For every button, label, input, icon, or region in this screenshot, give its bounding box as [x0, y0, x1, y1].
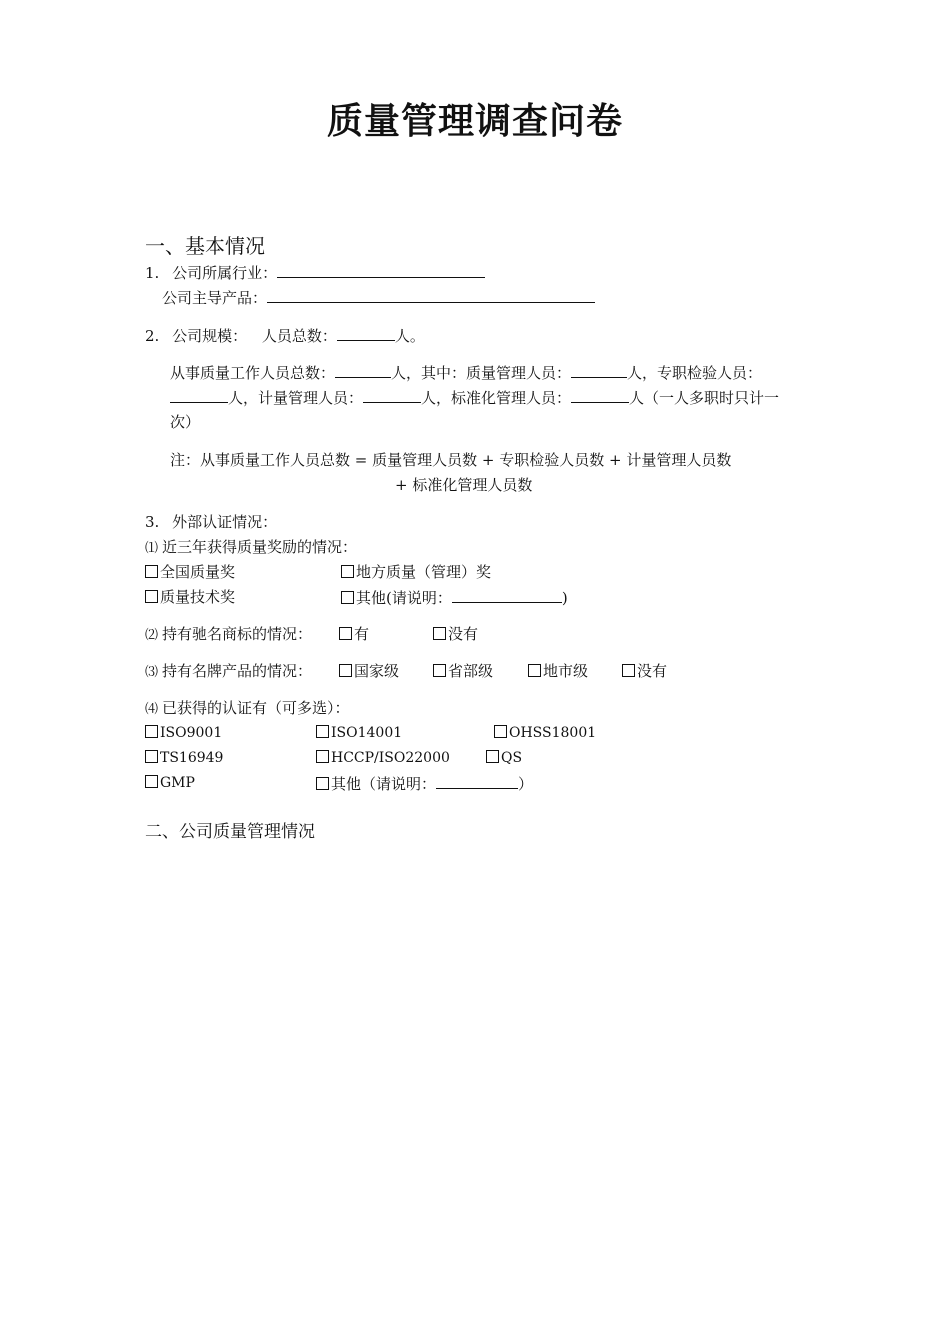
- metrology-unit: 人，标准化管理人员：: [421, 389, 572, 407]
- total-staff-unit: 人。: [394, 327, 425, 345]
- sub-number: ⑷: [145, 702, 159, 717]
- award-national-option[interactable]: [145, 562, 235, 582]
- product-field[interactable]: [267, 287, 595, 303]
- standardization-field[interactable]: [571, 387, 629, 403]
- cert-gmp-checkbox[interactable]: [145, 775, 158, 788]
- award-local-option[interactable]: [341, 562, 491, 582]
- certification-label: 外部认证情况：: [172, 513, 278, 531]
- cert-hccp-label: HCCP/ISO22000: [331, 750, 450, 766]
- brand-none-checkbox[interactable]: [622, 664, 635, 677]
- award-other-option[interactable]: [341, 587, 568, 608]
- scale-label: 公司规模：: [172, 327, 248, 345]
- inspector-field[interactable]: [170, 387, 228, 403]
- cert-iso14001-label: ISO14001: [331, 725, 403, 741]
- standardization-unit: 人（一人多职时只计一: [629, 389, 780, 407]
- brand-provincial-option[interactable]: [433, 661, 493, 681]
- question-1-industry: [145, 262, 485, 283]
- cert-hccp-option[interactable]: [316, 748, 450, 768]
- brand-none-option[interactable]: [622, 661, 667, 681]
- cert-other-option[interactable]: [316, 773, 533, 794]
- inspector-unit: 人，计量管理人员：: [228, 389, 364, 407]
- cert-other-field[interactable]: [436, 773, 518, 789]
- sub-question-1: [145, 537, 357, 559]
- page-title: 质量管理调查问卷: [326, 101, 623, 142]
- question-number: 2.: [145, 327, 160, 345]
- brand-provincial-label: 省部级: [448, 662, 494, 680]
- cert-gmp-option[interactable]: [145, 773, 195, 793]
- total-staff-field[interactable]: [337, 325, 395, 341]
- award-tech-option[interactable]: [145, 587, 235, 607]
- sub-number: ⑵: [145, 628, 159, 643]
- award-local-checkbox[interactable]: [341, 565, 354, 578]
- sub-number: ⑶: [145, 665, 159, 680]
- quality-staff-field[interactable]: [335, 362, 391, 378]
- trademark-no-label: 没有: [448, 625, 479, 643]
- total-staff-label: 人员总数：: [261, 327, 337, 345]
- quality-manager-unit: 人，专职检验人员：: [627, 364, 763, 382]
- award-local-label: 地方质量（管理）奖: [356, 563, 492, 581]
- brand-provincial-checkbox[interactable]: [433, 664, 446, 677]
- sub-question-label: 持有名牌产品的情况：: [162, 662, 313, 680]
- question-2-scale: [145, 325, 425, 346]
- trademark-yes-label: 有: [354, 625, 370, 643]
- trademark-yes-option[interactable]: [339, 624, 369, 644]
- cert-hccp-checkbox[interactable]: [316, 750, 329, 763]
- trademark-yes-checkbox[interactable]: [339, 627, 352, 640]
- cert-iso9001-option[interactable]: [145, 723, 222, 743]
- section-heading-quality-management: 二、公司质量管理情况: [145, 822, 315, 842]
- cert-ohss18001-label: OHSS18001: [509, 725, 597, 741]
- award-other-checkbox[interactable]: [341, 591, 354, 604]
- question-number: 1.: [145, 264, 160, 282]
- award-other-label: 其他(请说明：: [356, 589, 452, 607]
- sub-question-2: [145, 624, 312, 646]
- cert-qs-checkbox[interactable]: [486, 750, 499, 763]
- cert-other-close: ）: [518, 775, 534, 793]
- cert-iso14001-checkbox[interactable]: [316, 725, 329, 738]
- cert-iso9001-label: ISO9001: [160, 725, 223, 741]
- staff-breakdown-tail: 次）: [170, 413, 201, 431]
- brand-city-checkbox[interactable]: [528, 664, 541, 677]
- brand-national-checkbox[interactable]: [339, 664, 352, 677]
- sub-question-3: [145, 661, 312, 683]
- sub-question-label: 已获得的认证有（可多选）：: [162, 699, 350, 717]
- award-tech-label: 质量技术奖: [160, 588, 236, 606]
- staff-breakdown-line: [170, 387, 779, 408]
- industry-label: 公司所属行业：: [172, 264, 278, 282]
- cert-iso9001-checkbox[interactable]: [145, 725, 158, 738]
- cert-ohss18001-checkbox[interactable]: [494, 725, 507, 738]
- brand-city-option[interactable]: [528, 661, 588, 681]
- brand-none-label: 没有: [637, 662, 668, 680]
- sub-question-label: 近三年获得质量奖励的情况：: [162, 538, 358, 556]
- brand-national-option[interactable]: [339, 661, 399, 681]
- sub-number: ⑴: [145, 541, 159, 556]
- award-other-close: ): [561, 589, 568, 607]
- quality-staff-unit: 人，其中：质量管理人员：: [391, 364, 572, 382]
- award-national-checkbox[interactable]: [145, 565, 158, 578]
- award-tech-checkbox[interactable]: [145, 590, 158, 603]
- cert-gmp-label: GMP: [160, 775, 195, 791]
- section-heading-basic: 一、基本情况: [145, 234, 265, 258]
- cert-ts16949-label: TS16949: [160, 750, 224, 766]
- cert-ts16949-checkbox[interactable]: [145, 750, 158, 763]
- cert-iso14001-option[interactable]: [316, 723, 402, 743]
- note-line-1: 注：从事质量工作人员总数 = 质量管理人员数 + 专职检验人员数 + 计量管理人员数: [170, 451, 732, 469]
- question-number: 3.: [145, 513, 160, 531]
- award-national-label: 全国质量奖: [160, 563, 236, 581]
- cert-qs-label: QS: [501, 750, 523, 766]
- note-line-2: + 标准化管理人员数: [395, 476, 533, 494]
- trademark-no-option[interactable]: [433, 624, 478, 644]
- metrology-field[interactable]: [363, 387, 421, 403]
- cert-qs-option[interactable]: [486, 748, 522, 768]
- cert-other-label: 其他（请说明：: [331, 775, 437, 793]
- industry-field[interactable]: [277, 262, 485, 278]
- cert-ts16949-option[interactable]: [145, 748, 223, 768]
- award-other-field[interactable]: [452, 587, 562, 603]
- sub-question-label: 持有驰名商标的情况：: [162, 625, 313, 643]
- quality-staff-label: 从事质量工作人员总数：: [170, 364, 336, 382]
- brand-city-label: 地市级: [543, 662, 589, 680]
- question-1-product: [162, 287, 595, 308]
- brand-national-label: 国家级: [354, 662, 400, 680]
- cert-other-checkbox[interactable]: [316, 777, 329, 790]
- cert-ohss18001-option[interactable]: [494, 723, 596, 743]
- question-3-certification: [145, 512, 277, 532]
- quality-manager-field[interactable]: [571, 362, 627, 378]
- sub-question-4: [145, 698, 350, 720]
- product-label: 公司主导产品：: [162, 289, 268, 307]
- trademark-no-checkbox[interactable]: [433, 627, 446, 640]
- quality-staff-line: [170, 362, 762, 383]
